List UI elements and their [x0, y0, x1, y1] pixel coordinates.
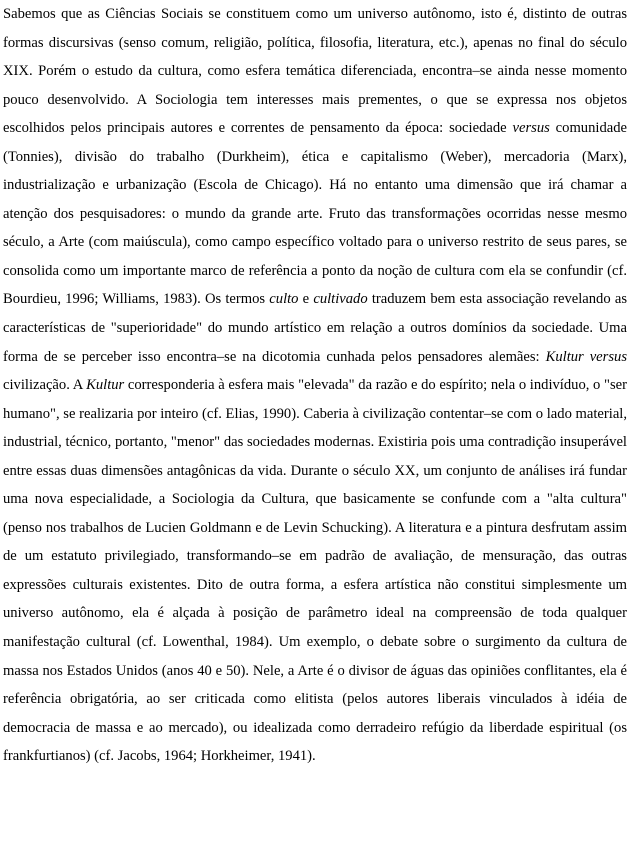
- italic-term-kultur-versus: Kultur versus: [545, 348, 627, 365]
- document-page: [3, 0, 627, 842]
- text-segment: corresponderia à esfera mais "elevada" da razão e do espírito; nela o indivíduo, o "ser humano", se realizaria por inteiro (cf. Elias, 1990). Caberia à civilização contentar–se com o lado material, industrial, técnico, portanto, "menor" das sociedades modernas. Existiria pois uma contradição insuperável entre essas duas dimensões antagônicas da vida. Durante o século XX, um conjunto de análises irá fundar uma nova especialidade, a Sociologia da Cultura, que basicamente se confunde com a "alta cultura" (penso nos trabalhos de Lucien Goldmann e de Levin Schucking). A literatura e a pintura desfrutam assim de um estatuto privilegiado, transformando–se em padrão de avaliação, de mensuração, das outras expressões culturais existentes. Dito de outra forma, a esfera artística não constitui simplesmente um universo autônomo, ela é alçada à posição de parâmetro ideal na compreensão de toda qualquer manifestação cultural (cf. Lowenthal, 1984). Um exemplo, o debate sobre o surgimento da cultura de massa nos Estados Unidos (anos 40 e 50). Nele, a Arte é o divisor de águas das opiniões conflitantes, ela é referência obrigatória, ao ser criticada como elitista (pelos autores liberais vinculados à idéia de democracia de massa e ao mercado), ou idealizada como derradeiro refúgio da liberdade espiritual (os frankfurtianos) (cf. Jacobs, 1964; Horkheimer, 1941).: [3, 377, 627, 765]
- italic-term-kultur: Kultur: [86, 377, 125, 394]
- body-paragraph: [3, 0, 627, 771]
- text-segment: traduzem bem esta associação revelando as características de "superioridade" do mundo artístico em relação a outros domínios da sociedade. Uma forma de se perceber isso encontra–se na dicotomia cunhada pelos pensadores alemães:: [3, 291, 627, 365]
- text-segment: civilização. A: [3, 377, 87, 394]
- text-segment: Sabemos que as Ciências Sociais se constituem como um universo autônomo, isto é, distinto de outras formas discursivas (senso comum, religião, política, filosofia, literatura, etc.), apenas no final do século XIX. Porém o estudo da cultura, como esfera temática diferenciada, encontra–se ainda nesse momento pouco desenvolvido. A Sociologia tem interesses mais prementes, o que se expressa nos objetos escolhidos pelos principais autores e correntes de pensamento da época: sociedade: [3, 6, 627, 137]
- text-segment: comunidade (Tonnies), divisão do trabalho (Durkheim), ética e capitalismo (Weber), mercadoria (Marx), industrialização e urbanização (Escola de Chicago). Há no entanto uma dimensão que irá chamar a atenção dos pesquisadores: o mundo da grande arte. Fruto das transformações ocorridas nesse mesmo século, a Arte (com maiúscula), como campo específico voltado para o universo restrito de seus pares, se consolida como um importante marco de referência a ponto da noção de cultura com ela se confundir (cf. Bourdieu, 1996; Williams, 1983). Os termos: [3, 120, 627, 308]
- text-segment: e: [298, 291, 314, 308]
- italic-term-cultivado: cultivado: [313, 291, 368, 308]
- italic-term-culto: culto: [269, 291, 299, 308]
- italic-term-versus: versus: [512, 120, 550, 137]
